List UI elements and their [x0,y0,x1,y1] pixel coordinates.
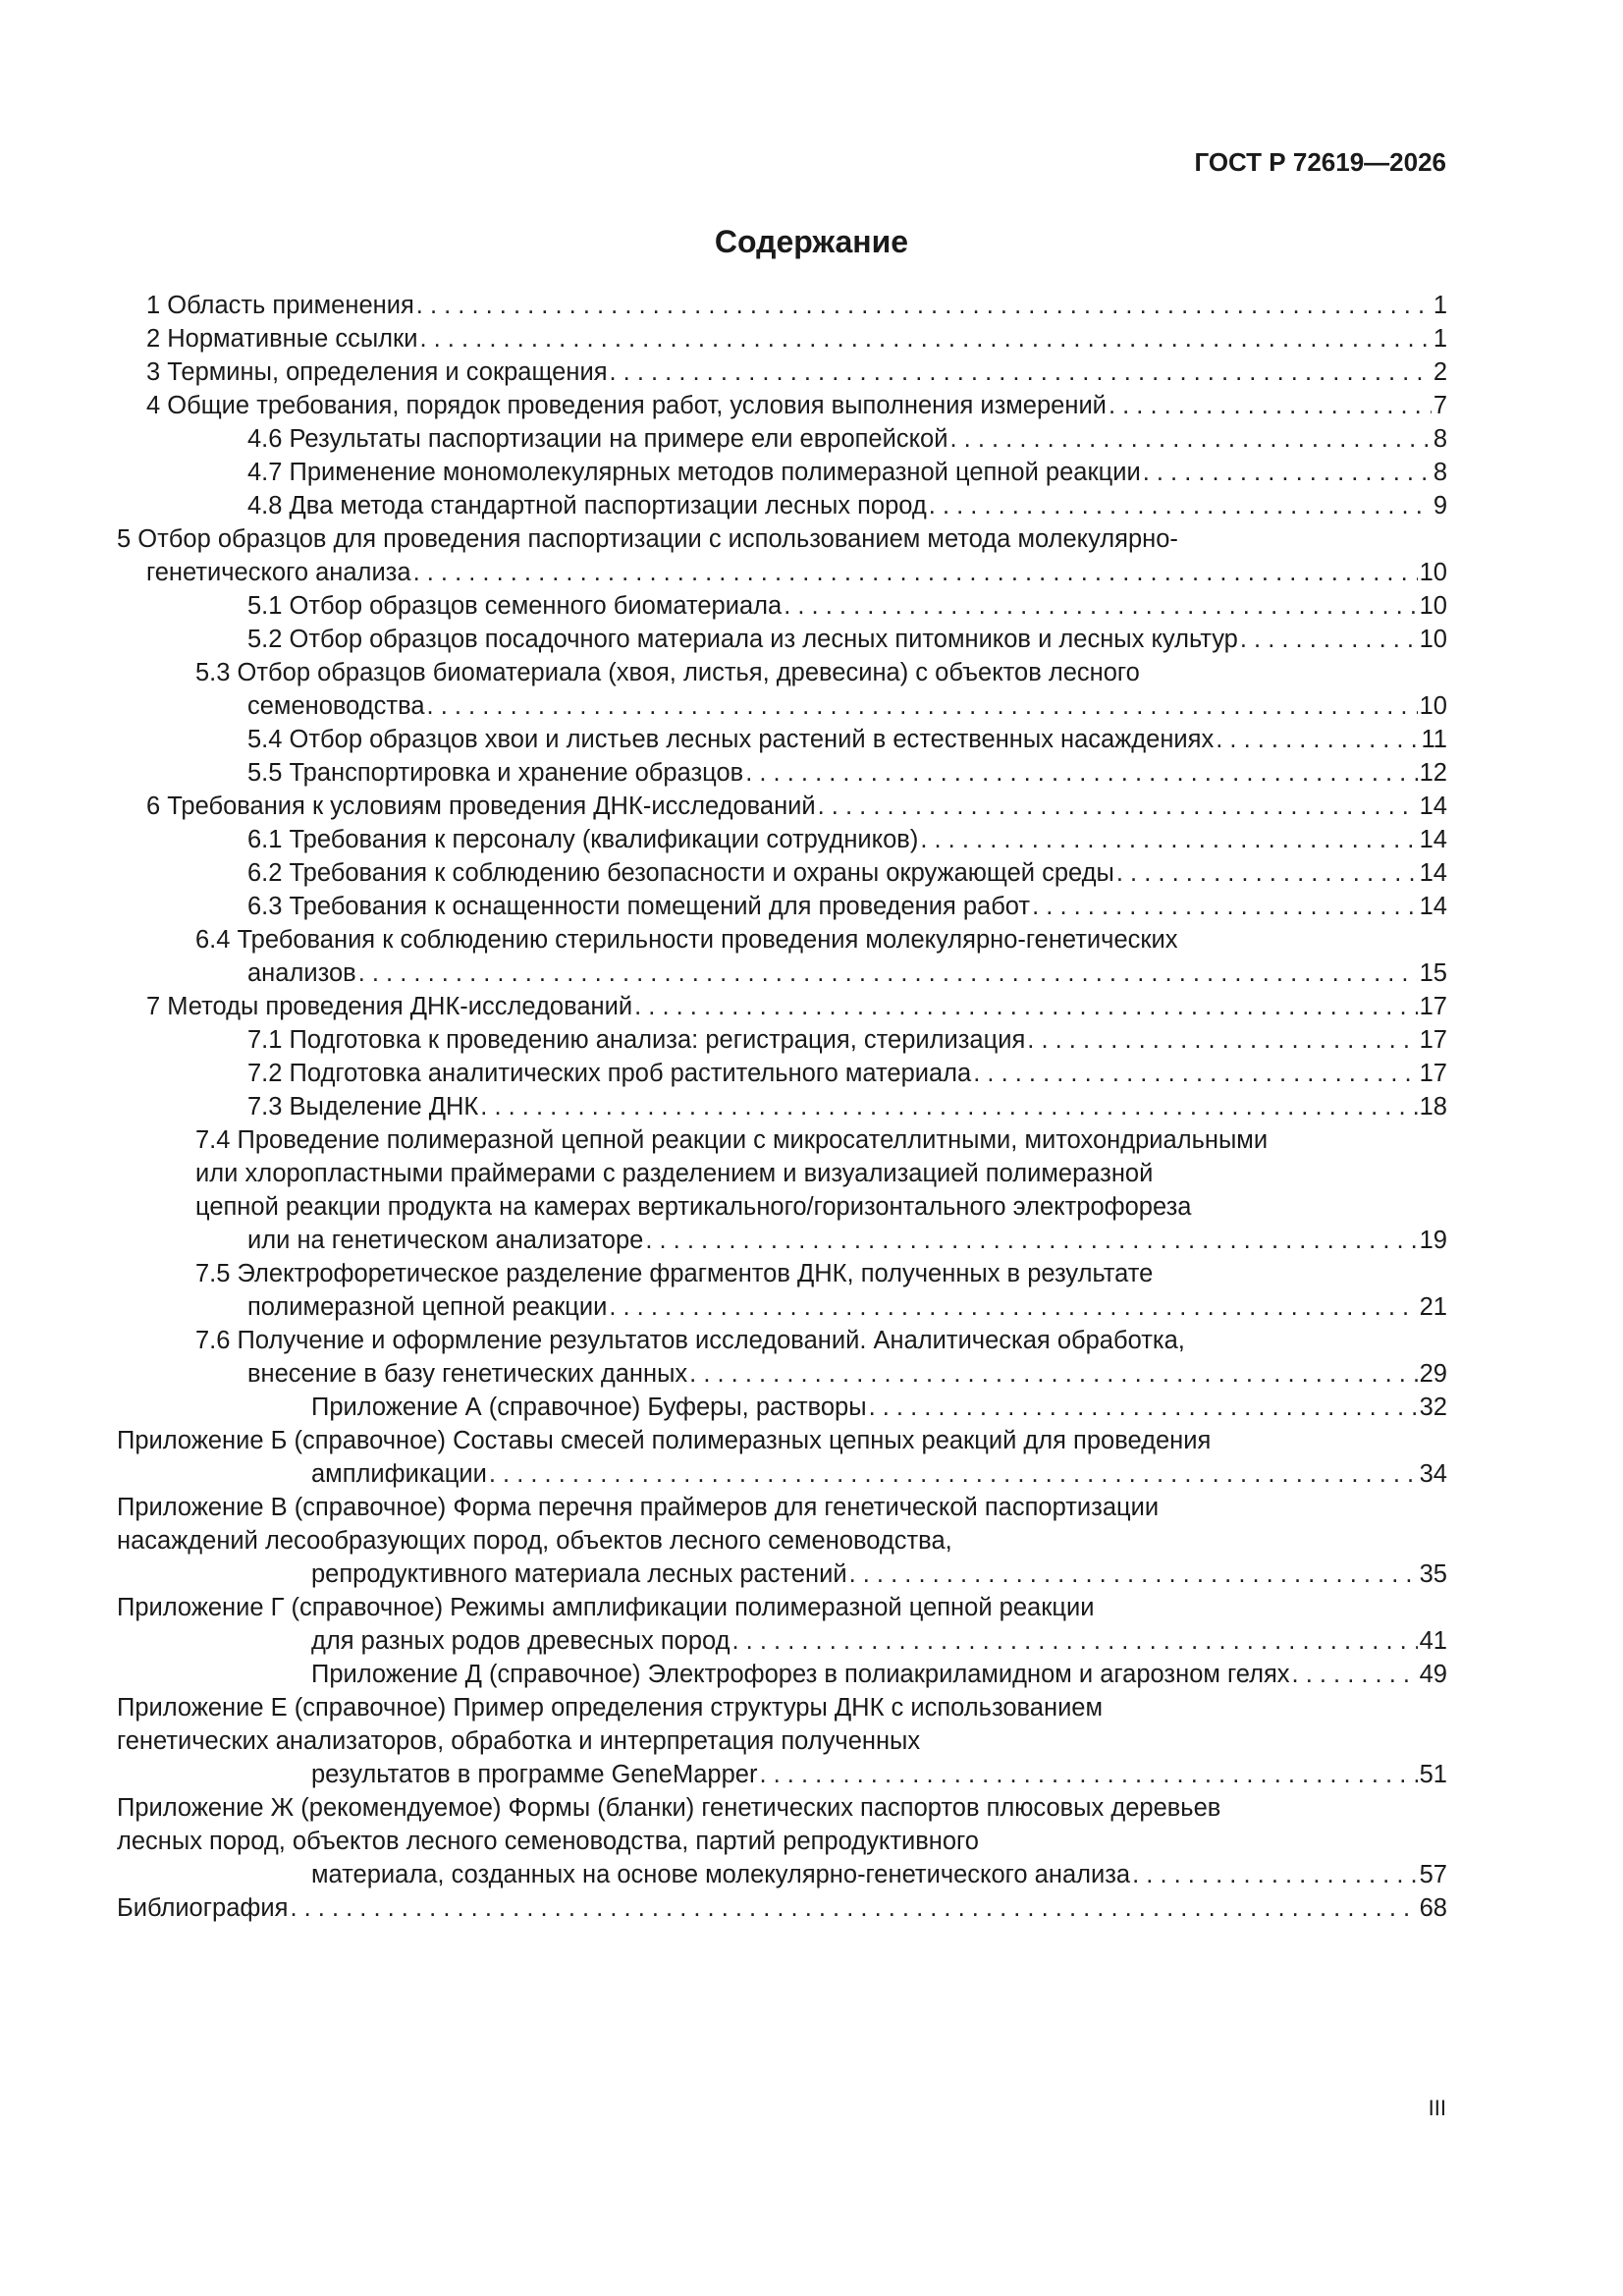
toc-entry-text: Приложение А (справочное) Буферы, растворы [311,1394,867,1421]
toc-entry[interactable] [117,1658,1447,1691]
toc-entry[interactable] [117,289,1447,322]
toc-page-number: 34 [1419,1460,1447,1488]
document-code: ГОСТ Р 72619—2026 [1194,147,1446,177]
toc-page-number: 12 [1419,759,1447,787]
toc-leader-dots [478,1090,1417,1123]
toc-entry-text: 5.1 Отбор образцов семенного биоматериала [247,592,783,620]
toc-page-number: 32 [1419,1394,1447,1421]
toc-page-number: 57 [1419,1861,1447,1888]
toc-leader-dots [816,790,1418,823]
toc-entry-text: Приложение Е (справочное) Пример определения структуры ДНК с использованием [117,1694,1104,1722]
toc-entry[interactable] [117,1691,1447,1791]
toc-entry[interactable] [117,589,1447,623]
toc-leader-dots [730,1624,1418,1658]
toc-leader-dots [867,1391,1418,1424]
toc-page-number: 17 [1419,1060,1447,1087]
toc-entry-text: репродуктивного материала лесных растений [311,1560,847,1588]
toc-leader-dots [414,289,1432,322]
toc-leader-dots [847,1558,1418,1591]
toc-entry-text: Приложение В (справочное) Форма перечня праймеров для генетической паспортизации [117,1494,1160,1521]
toc-leader-dots [607,1290,1417,1324]
toc-page-number: 11 [1421,726,1447,753]
toc-entry[interactable] [117,422,1447,456]
toc-entry-text: 4.7 Применение мономолекулярных методов полимеразной цепной реакции [247,459,1141,486]
toc-leader-dots [687,1357,1417,1391]
toc-entry-text: 5.5 Транспортировка и хранение образцов [247,759,744,787]
toc-entry-text: 5.2 Отбор образцов посадочного материала из лесных питомников и лесных культур [247,626,1238,653]
toc-page-number: 29 [1419,1360,1447,1388]
toc-leader-dots [918,823,1417,856]
toc-entry[interactable] [117,990,1447,1023]
toc-entry-text: 6.2 Требования к соблюдению безопасности и охраны окружающей среды [247,859,1114,887]
toc-entry-text: 4.8 Два метода стандартной паспортизации лесных пород [247,492,927,519]
toc-title: Содержание [714,224,909,259]
toc-entry[interactable] [117,790,1447,823]
toc-leader-dots [1214,723,1419,756]
toc-entry-text: материала, созданных на основе молекулярно-генетического анализа [311,1861,1131,1888]
toc-leader-dots [743,756,1417,790]
toc-page-number: 17 [1419,993,1447,1020]
toc-entry-text: 5 Отбор образцов для проведения паспортизации с использованием метода молекулярно- [117,525,1178,553]
toc-page-number: 1 [1433,292,1447,319]
toc-entry-text: генетических анализаторов, обработка и интерпретация полученных [117,1727,921,1755]
toc-entry[interactable] [117,1257,1447,1324]
toc-entry-text: лесных пород, объектов лесного семеноводства, партий репродуктивного [117,1828,979,1855]
toc-page-number: 14 [1419,826,1447,853]
toc-entry[interactable] [117,1324,1447,1391]
toc-entry[interactable] [117,1791,1447,1891]
toc-entry-text: 6.3 Требования к оснащенности помещений для проведения работ [247,893,1031,920]
toc-entry[interactable] [117,623,1447,656]
toc-page-number: 41 [1419,1627,1447,1655]
toc-entry-text: 1 Область применения [146,292,414,319]
toc-entry-text: Приложение Ж (рекомендуемое) Формы (бланки) генетических паспортов плюсовых деревьев [117,1794,1221,1822]
toc-entry-text: 7.5 Электрофоретическое разделение фрагментов ДНК, полученных в результате [195,1260,1154,1287]
toc-entry[interactable] [117,1891,1447,1925]
toc-entry-text: результатов в программе GeneMapper [311,1761,758,1788]
toc-page-number: 10 [1419,626,1447,653]
toc-entry-text: или хлоропластными праймерами с разделением и визуализацией полимеразной [195,1160,1154,1187]
toc-entry[interactable] [117,522,1447,589]
toc-leader-dots [971,1057,1417,1090]
toc-page-number: 10 [1419,692,1447,720]
toc-page-number: 19 [1419,1227,1447,1254]
toc-entry-text: 7 Методы проведения ДНК-исследований [146,993,633,1020]
toc-page-number: 49 [1419,1661,1447,1688]
toc-entry-text: 6.4 Требования к соблюдению стерильности проведения молекулярно-генетических [195,926,1178,954]
toc-leader-dots [1141,456,1432,489]
toc-entry-text: цепной реакции продукта на камерах вертикального/горизонтального электрофореза [195,1193,1192,1221]
toc-page-number: 15 [1419,959,1447,987]
toc-entry[interactable] [117,456,1447,489]
toc-entry[interactable] [117,389,1447,422]
toc-leader-dots [632,990,1418,1023]
toc-leader-dots [782,589,1417,623]
toc-entry-text: амплификации [311,1460,487,1488]
toc-entry-text: 4 Общие требования, порядок проведения работ, условия выполнения измерений [146,392,1107,419]
toc-page-number: 68 [1419,1894,1447,1922]
toc-entry-text: внесение в базу генетических данных [247,1360,688,1388]
toc-entry-text: Приложение Д (справочное) Электрофорез в полиакриламидном и агарозном гелях [311,1661,1290,1688]
toc-entry-text: для разных родов древесных пород [311,1627,730,1655]
toc-page-number: 14 [1419,793,1447,820]
toc-entry-text: 7.1 Подготовка к проведению анализа: регистрация, стерилизация [247,1026,1026,1054]
toc-entry[interactable] [117,1123,1447,1257]
toc-entry-text: 6.1 Требования к персоналу (квалификации сотрудников) [247,826,919,853]
toc-leader-dots [417,322,1431,355]
toc-leader-dots [1107,389,1432,422]
toc-page-number: 9 [1433,492,1447,519]
toc-leader-dots [608,355,1432,389]
toc-page-number: 8 [1433,459,1447,486]
toc-page-number: 17 [1419,1026,1447,1054]
toc-page-number: 14 [1419,893,1447,920]
toc-page-number: 10 [1419,592,1447,620]
toc-page-number: 10 [1419,559,1447,586]
toc-page-number: 18 [1419,1093,1447,1121]
toc-leader-dots [1290,1658,1418,1691]
toc-entry-text: 3 Термины, определения и сокращения [146,358,608,386]
toc-page-number: 35 [1419,1560,1447,1588]
toc-entry[interactable] [117,856,1447,890]
toc-leader-dots [425,689,1418,723]
toc-entry[interactable] [117,656,1447,723]
toc-leader-dots [757,1758,1417,1791]
toc-entry[interactable] [117,1090,1447,1123]
toc-entry-text: 5.4 Отбор образцов хвои и листьев лесных растений в естественных насаждениях [247,726,1215,753]
toc-entry-text: 6 Требования к условиям проведения ДНК-исследований [146,793,816,820]
toc-entry[interactable] [117,1491,1447,1591]
toc-leader-dots [1030,890,1418,923]
toc-leader-dots [356,957,1418,990]
toc-page-number: 51 [1419,1761,1447,1788]
toc-page-number: 1 [1433,325,1447,353]
toc-leader-dots [1130,1858,1418,1891]
toc-leader-dots [927,489,1432,522]
toc-page-number: 21 [1419,1293,1447,1321]
toc-entry-text: 4.6 Результаты паспортизации на примере ели европейской [247,425,948,453]
toc-entry[interactable] [117,355,1447,389]
toc-entry[interactable] [117,1591,1447,1658]
toc-entry[interactable] [117,923,1447,990]
toc-page-number: 14 [1419,859,1447,887]
toc-entry-text: 7.3 Выделение ДНК [247,1093,479,1121]
toc-entry[interactable] [117,1023,1447,1057]
toc-entry[interactable] [117,1057,1447,1090]
toc-entry[interactable] [117,1424,1447,1491]
toc-entry-text: насаждений лесообразующих пород, объектов лесного семеноводства, [117,1527,952,1555]
toc-leader-dots [1025,1023,1417,1057]
table-of-contents [117,289,1447,1925]
toc-entry-text: Приложение Г (справочное) Режимы амплификации полимеразной цепной реакции [117,1594,1095,1621]
toc-entry-text: Приложение Б (справочное) Составы смесей полимеразных цепных реакций для проведения [117,1427,1212,1454]
toc-entry-text: 7.6 Получение и оформление результатов исследований. Аналитическая обработка, [195,1327,1185,1354]
toc-leader-dots [487,1457,1418,1491]
toc-leader-dots [1114,856,1418,890]
toc-entry-text: 7.4 Проведение полимеразной цепной реакции с микросателлитными, митохондриальными [195,1126,1269,1154]
toc-entry[interactable] [117,756,1447,790]
toc-entry[interactable] [117,1391,1447,1424]
toc-leader-dots [1238,623,1418,656]
toc-entry[interactable] [117,489,1447,522]
toc-leader-dots [643,1224,1417,1257]
toc-entry-text: 2 Нормативные ссылки [146,325,418,353]
toc-entry-text: 5.3 Отбор образцов биоматериала (хвоя, листья, древесина) с объектов лесного [195,659,1140,686]
toc-entry-text: 7.2 Подготовка аналитических проб растительного материала [247,1060,972,1087]
toc-page-number: 7 [1433,392,1447,419]
page-number: III [1428,2096,1446,2120]
toc-entry-text: Библиография [117,1894,289,1922]
toc-entry[interactable] [117,723,1447,756]
toc-entry-text: генетического анализа [146,559,411,586]
toc-entry-text: анализов [247,959,356,987]
toc-leader-dots [411,556,1418,589]
toc-entry-text: полимеразной цепной реакции [247,1293,608,1321]
toc-entry[interactable] [117,890,1447,923]
toc-page-number: 2 [1433,358,1447,386]
toc-leader-dots [947,422,1431,456]
toc-entry-text: семеноводства [247,692,425,720]
toc-leader-dots [288,1891,1417,1925]
toc-page-number: 8 [1433,425,1447,453]
toc-entry[interactable] [117,823,1447,856]
toc-entry-text: или на генетическом анализаторе [247,1227,644,1254]
toc-entry[interactable] [117,322,1447,355]
